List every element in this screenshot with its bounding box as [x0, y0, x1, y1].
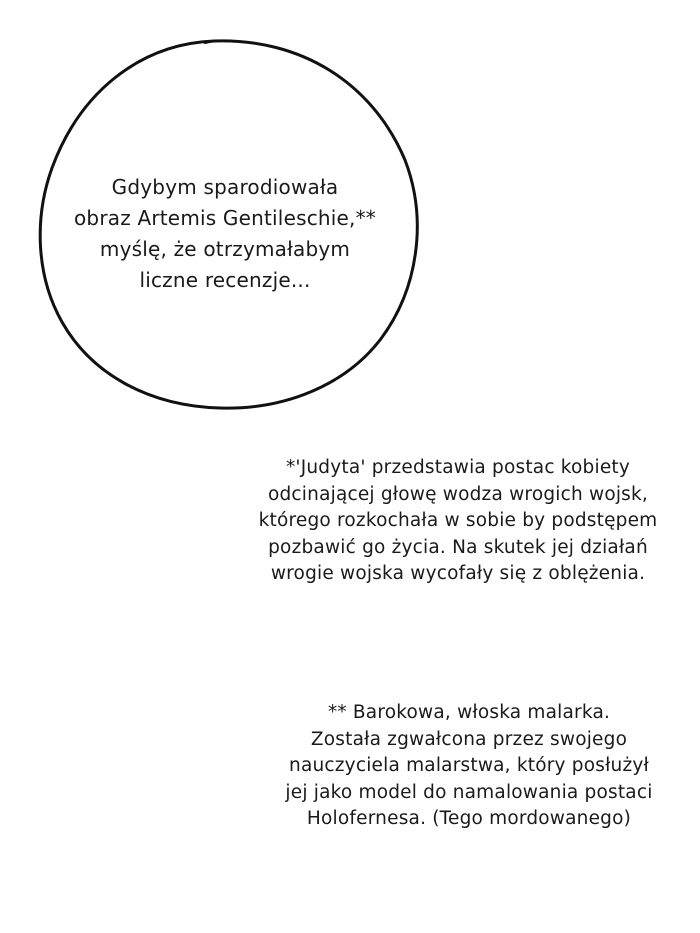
footnote-judyta: [218, 455, 698, 588]
footnote-line: jej jako model do namalowania postaci: [285, 781, 653, 803]
footnote-line: pozbawić go życia. Na skutek jej działań: [268, 536, 648, 558]
footnote-line: Została zgwałcona przez swojego: [310, 728, 628, 750]
speech-bubble-line: obraz Artemis Gentileschie,**: [74, 206, 376, 230]
speech-bubble-text: [40, 172, 410, 296]
footnote-line: ** Barokowa, włoska malarka.: [327, 702, 611, 723]
footnote-line: którego rozkochała w sobie by podstępem: [258, 510, 658, 531]
speech-bubble-line: Gdybym sparodiowała: [111, 175, 339, 199]
footnote-line: Holofernesa. (Tego mordowanego): [306, 808, 632, 829]
speech-bubble-outline-overlap: [205, 41, 232, 43]
footnote-artemisia: [242, 700, 696, 833]
footnote-line: odcinającej głowę wodza wrogich wojsk,: [267, 483, 649, 505]
speech-bubble-line: liczne recenzje...: [139, 268, 311, 292]
speech-bubble-line: myślę, że otrzymałabym: [99, 237, 351, 261]
footnote-line: *'Judyta' przedstawia postac kobiety: [285, 457, 631, 478]
footnote-line: wrogie wojska wycofały się z oblężenia.: [270, 563, 646, 584]
footnote-line: nauczyciela malarstwa, który posłużył: [289, 755, 649, 776]
